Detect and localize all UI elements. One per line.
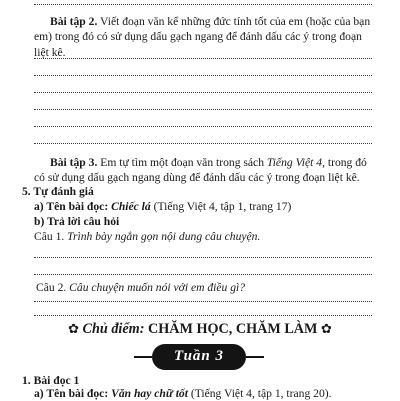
question-2-text: Câu chuyện muốn nói với em điều gì? xyxy=(69,281,246,294)
week-label: Tuần 3 xyxy=(173,348,225,365)
answer-line xyxy=(34,301,372,302)
section-prefix: Chủ điểm: xyxy=(82,321,145,337)
question-1-label: Câu 1. xyxy=(34,230,68,243)
answer-line xyxy=(34,126,372,127)
reading-title: Chiếc lá xyxy=(111,200,151,213)
answer-line xyxy=(34,75,372,76)
reading-1-title: Văn hay chữ tốt xyxy=(111,387,188,400)
exercise-3-text-before: Em tự tìm một đoạn văn trong sách xyxy=(97,156,267,169)
reading-1-info xyxy=(34,386,374,401)
reading-source: (Tiếng Việt 4, tập 1, trang 17) xyxy=(150,200,292,213)
answer-line xyxy=(34,274,372,275)
self-eval-reading xyxy=(34,199,374,214)
exercise-3-label: Bài tập 3. xyxy=(50,156,98,169)
section-title xyxy=(0,320,400,339)
self-eval-heading: 5. Tự đánh giá xyxy=(22,185,94,198)
exercise-3-book: Tiếng Việt 4 xyxy=(266,156,323,169)
reading-1-heading: 1. Bài đọc 1 xyxy=(22,374,80,387)
question-1 xyxy=(34,229,374,244)
answer-line xyxy=(34,58,372,59)
reading-1-source: (Tiếng Việt 4, tập 1, trang 20). xyxy=(187,387,332,400)
answer-line xyxy=(34,109,372,110)
flower-icon: ✿ xyxy=(68,322,79,337)
exercise-3-text-after: , trong đó có sử dụng dấu gạch ngang dùng để đánh dấu các ý trong đoạn liệt kê. xyxy=(34,156,367,185)
answer-line xyxy=(34,257,372,258)
exercise-2-label: Bài tập 2. xyxy=(50,15,98,28)
answer-line xyxy=(34,92,372,93)
reading-1-label: a) Tên bài đọc: xyxy=(34,387,112,400)
exercise-2-prompt xyxy=(34,14,374,60)
answer-heading: b) Trả lời câu hỏi xyxy=(34,215,120,228)
exercise-3-prompt xyxy=(34,155,374,186)
reading-label: a) Tên bài đọc: xyxy=(34,200,112,213)
question-1-text: Trình bày ngắn gọn nội dung câu chuyện. xyxy=(67,230,261,243)
answer-line xyxy=(34,315,372,316)
question-2 xyxy=(36,280,374,295)
exercise-2-text: Viết đoạn văn kể những đức tính tốt của em (hoặc của bạn em) trong đó có sử dụng dấu gạch ngang để đánh dấu các ý trong đoạn liệt kê. xyxy=(34,15,371,59)
question-2-label: Câu 2. xyxy=(36,281,70,294)
answer-line xyxy=(34,143,372,144)
week-badge xyxy=(152,344,246,370)
section-name: CHĂM HỌC, CHĂM LÀM xyxy=(144,321,321,337)
answer-line xyxy=(34,4,372,5)
flower-icon: ✿ xyxy=(320,322,332,337)
